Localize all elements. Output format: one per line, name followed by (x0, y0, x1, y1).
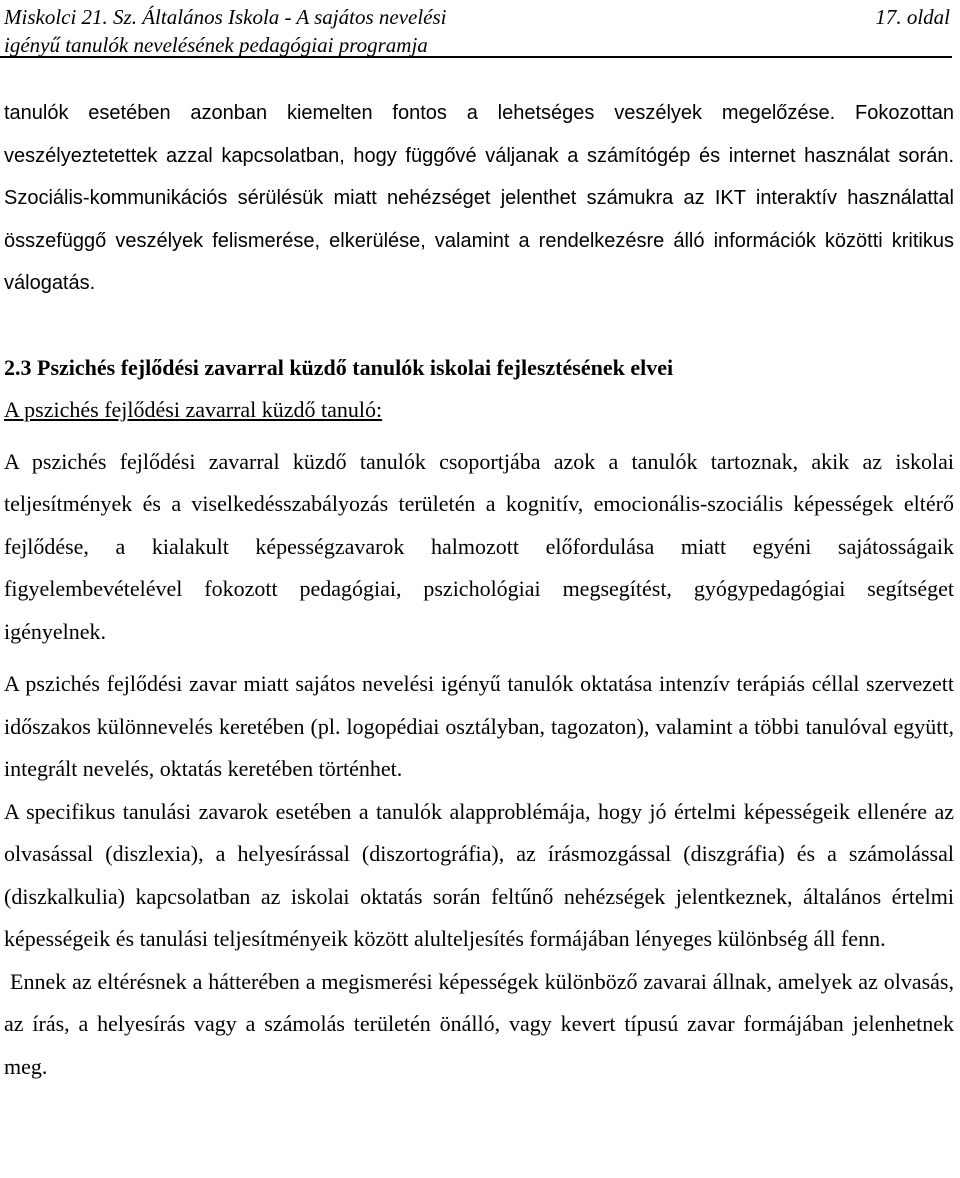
body-paragraph: A specifikus tanulási zavarok esetében a tanulók alapproblémája, hogy jó értelmi képességeik ellenére az olvasással (diszlexia), a helyesírással (diszortográfia), az írásmozgással (diszgráfia) és a számolással (diszkalkulia) kapcsolatban az iskolai oktatás során feltűnő nehézségek jelentkeznek, általános értelmi képességeik és tanulási teljesítményeik között alulteljesítés formájában lényeges különbség áll fenn. (4, 798, 954, 951)
section-subheading: A pszichés fejlődési zavarral küzdő tanuló: (4, 396, 383, 422)
body-paragraph: Ennek az eltérésnek a hátterében a megismerési képességek különböző zavarai állnak, amelyek az olvasás, az írás, a helyesírás vagy a számolás területén önálló, vagy kevert típusú zavar formájában jelenhetnek meg. (4, 968, 954, 1079)
section-heading: 2.3 Pszichés fejlődési zavarral küzdő tanulók iskolai fejlesztésének elvei (4, 354, 674, 380)
page-number: 17. oldal (875, 5, 950, 29)
document-title-line-2: igényű tanulók nevelésének pedagógiai programja (4, 33, 428, 57)
page-header (0, 0, 952, 58)
document-title-line-1: Miskolci 21. Sz. Általános Iskola - A sajátos nevelési (4, 5, 447, 29)
document-title (4, 3, 447, 59)
intro-paragraph: tanulók esetében azonban kiemelten fontos a lehetséges veszélyek megelőzése. Fokozottan veszélyeztetettek azzal kapcsolatban, hogy függővé váljanak a számítógép és internet használat során. Szociális-kommunikációs sérülésük miatt nehézséget jelenthet számukra az IKT interaktív használattal összefüggő veszélyek felismerése, elkerülése, valamint a rendelkezésre álló információk közötti kritikus válogatás. (4, 102, 954, 294)
body-paragraph: A pszichés fejlődési zavar miatt sajátos nevelési igényű tanulók oktatása intenzív terápiás céllal szervezett időszakos különnevelés keretében (pl. logopédiai osztályban, tagozaton), valamint a többi tanulóval együtt, integrált nevelés, oktatás keretében történhet. (4, 671, 954, 781)
body-paragraph: A pszichés fejlődési zavarral küzdő tanulók csoportjába azok a tanulók tartoznak, akik az iskolai teljesítmények és a viselkedésszabályozás területén a kognitív, emocionális-szociális képességek eltérő fejlődése, a kialakult képességzavarok halmozott előfordulása miatt egyéni sajátosságaik figyelembevételével fokozott pedagógiai, pszichológiai megsegítést, gyógypedagógiai segítséget igényelnek. (4, 448, 954, 644)
page-body (4, 92, 954, 1088)
